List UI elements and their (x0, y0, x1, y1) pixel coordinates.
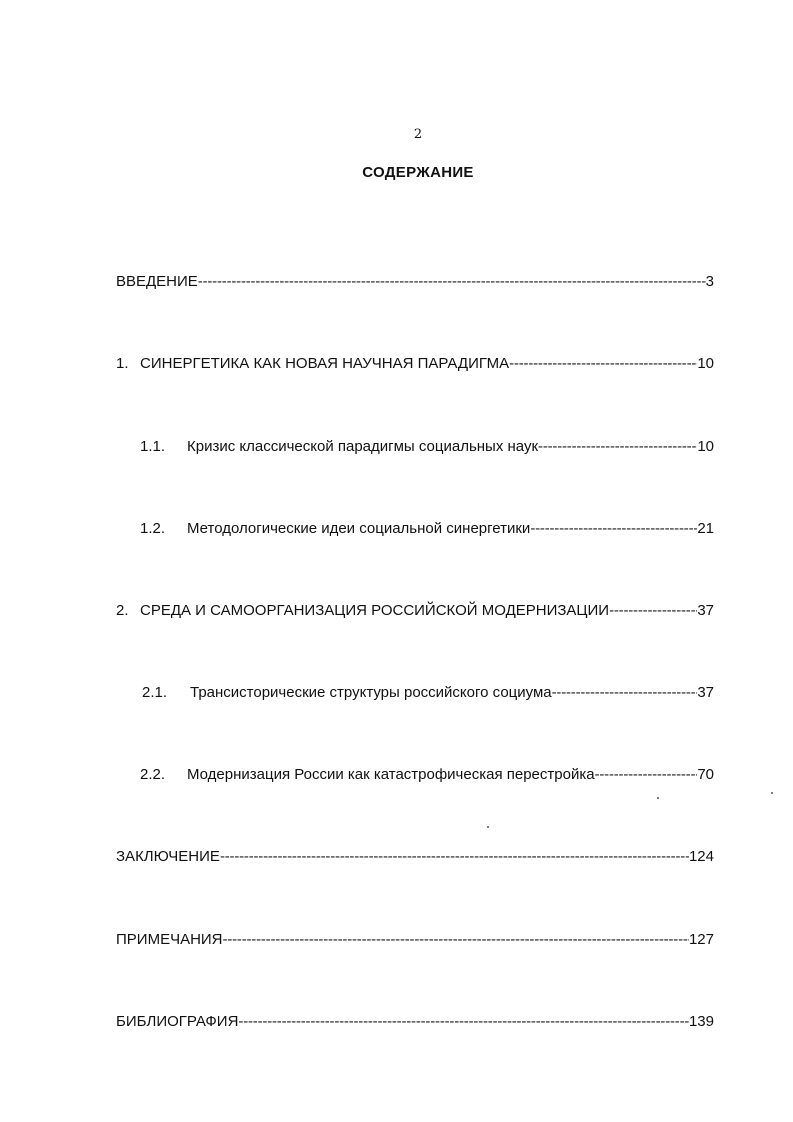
toc-entry-label: Кризис классической парадигмы социальных наук (187, 438, 539, 455)
dot-leader (198, 273, 706, 290)
dot-leader (220, 848, 689, 865)
scan-speck (657, 797, 659, 799)
toc-entry-label: Трансисторические структуры российского социума (190, 684, 552, 701)
toc-entry-number: 2. (116, 602, 129, 619)
toc-entry-number: 1.2. (140, 520, 166, 537)
dot-leader (238, 1013, 689, 1030)
toc-entry-label: Методологические идеи социальной синергетики (187, 520, 531, 537)
toc-entry-section-2-1[interactable] (116, 684, 714, 706)
page-number: 2 (413, 127, 423, 142)
toc-entry-number: 1.1. (140, 438, 166, 455)
dot-leader (538, 438, 697, 455)
toc-entry-section-1-1[interactable] (116, 438, 714, 460)
toc-entry-label: ВВЕДЕНИЕ (116, 273, 198, 290)
toc-entry-introduction[interactable] (116, 273, 714, 295)
toc-entry-conclusion[interactable] (116, 848, 714, 870)
toc-entry-page: 37 (697, 602, 714, 619)
dot-leader (609, 602, 697, 619)
scan-speck (771, 792, 773, 794)
toc-entry-label: ПРИМЕЧАНИЯ (116, 931, 223, 948)
toc-entry-label: СРЕДА И САМООРГАНИЗАЦИЯ РОССИЙСКОЙ МОДЕРНИЗАЦИИ (140, 602, 610, 619)
toc-entry-label: БИБЛИОГРАФИЯ (116, 1013, 239, 1030)
toc-entry-bibliography[interactable] (116, 1013, 714, 1035)
toc-entry-number: 1. (116, 355, 129, 372)
toc-entry-label: ЗАКЛЮЧЕНИЕ (116, 848, 220, 865)
dot-leader (595, 766, 698, 783)
toc-entry-notes[interactable] (116, 931, 714, 953)
toc-entry-page: 127 (688, 931, 714, 948)
toc-entry-label: Модернизация России как катастрофическая перестройка (187, 766, 595, 783)
dot-leader (552, 684, 698, 701)
dot-leader (530, 520, 697, 537)
toc-entry-section-1-2[interactable] (116, 520, 714, 542)
toc-entry-page: 70 (697, 766, 714, 783)
toc-entry-page: 139 (688, 1013, 714, 1030)
toc-entry-section-2-2[interactable] (116, 766, 714, 788)
page-title: СОДЕРЖАНИЕ (362, 164, 474, 181)
toc-entry-chapter-2[interactable] (116, 602, 714, 624)
toc-entry-page: 37 (697, 684, 714, 701)
toc-entry-number: 2.1. (142, 684, 168, 701)
toc-entry-number: 2.2. (140, 766, 166, 783)
scan-speck (487, 826, 489, 828)
toc-entry-page: 21 (697, 520, 714, 537)
toc-entry-page: 10 (697, 355, 714, 372)
toc-entry-chapter-1[interactable] (116, 355, 714, 377)
toc-entry-page: 124 (688, 848, 714, 865)
toc-entry-page: 3 (705, 273, 714, 290)
toc-entry-label: СИНЕРГЕТИКА КАК НОВАЯ НАУЧНАЯ ПАРАДИГМА (140, 355, 510, 372)
dot-leader (509, 355, 697, 372)
toc-entry-page: 10 (697, 438, 714, 455)
dot-leader (223, 931, 689, 948)
